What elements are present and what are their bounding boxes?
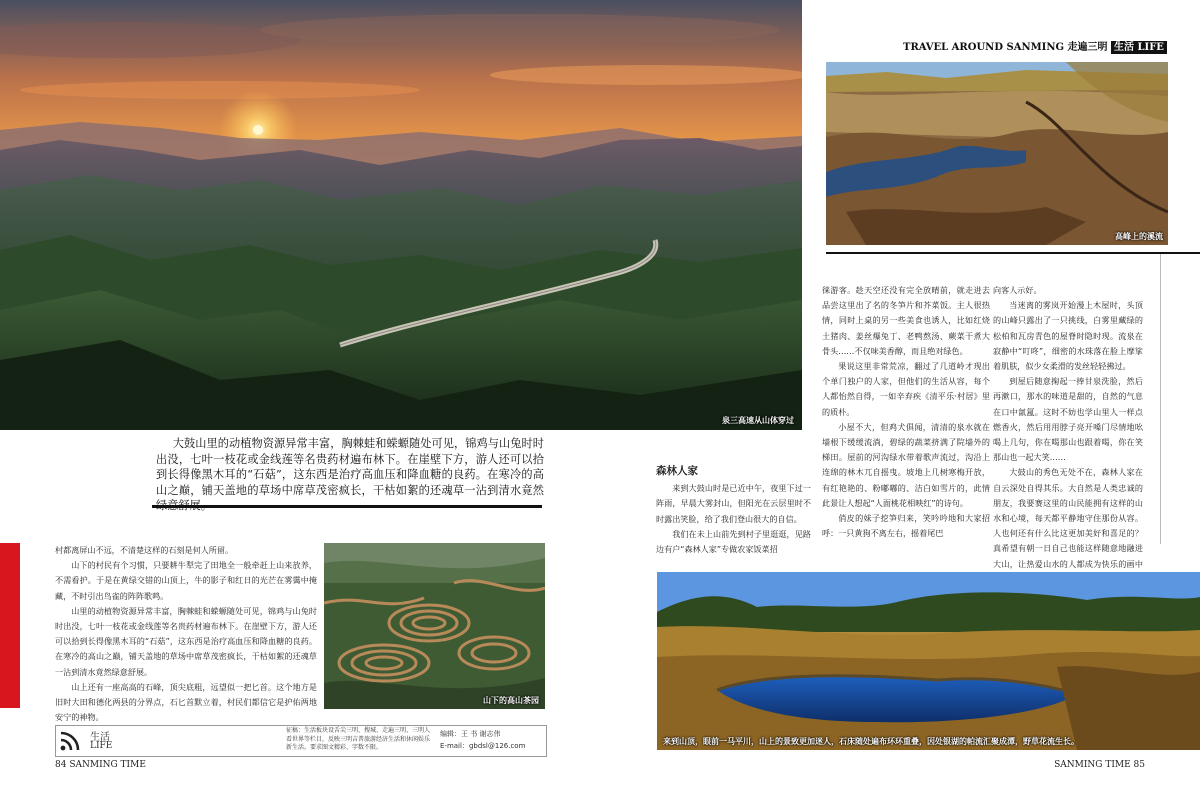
right-b-p1: 向客人示好。	[993, 285, 1042, 295]
running-header	[903, 38, 1167, 53]
left-body-p3: 山里的动植物资源异常丰富，胸棘蛙和蝾螈随处可见，锦鸡与山兔时时出没，七叶一枝花或金线莲等名贵药材遍布林下。在崖壁下方，游人还可以拾到长得像黑木耳的“石菇”，这东西是治疗高血压和降血糖的良药。在寒冷的高山之巅，铺天盖地的草场中席草茂密疯长，干枯如絮的还魂草一沾到清水竟然绿意舒展。	[55, 605, 317, 677]
editor-email[interactable]: E-mail：gbdsl@126.com	[440, 742, 526, 750]
lead-paragraph	[156, 436, 544, 514]
left-folio: 84 SANMING TIME	[55, 760, 146, 770]
section-label: 走遍三明	[1067, 42, 1108, 53]
stream-photo-caption: 高峰上的溪流	[1115, 232, 1163, 241]
editor-credit: 编辑：王 书 谢志伟	[440, 730, 501, 738]
right-body-column-a	[822, 283, 990, 541]
life-tag: 生活 LIFE	[1111, 41, 1167, 54]
footer-info-bar	[55, 725, 547, 757]
rss-icon	[60, 731, 80, 751]
red-edge-marker	[0, 543, 20, 708]
terrace-tea-photo	[324, 543, 545, 709]
lake-photo-caption: 来到山顶，眼前一马平川，山上的景致更加迷人，石床随处遍布环环重叠，因处银湖的帕流汇聚成潭，野草花流生长。	[663, 737, 1079, 746]
right-body-column-b	[993, 283, 1143, 587]
sunset-photo-caption: 泉三高速从山体穿过	[722, 416, 794, 425]
left-body-p1: 村都离屏山不远，不清楚这样的石刻是何人所留。	[55, 545, 234, 555]
stream-photo	[826, 62, 1168, 245]
left-body-p2: 山下的村民有个习惯，只要耕牛犁完了田地全一般牵赶上山来放养，不需看护。于是在黄绿交错的山顶上，牛的影子和红日的光芒在雾霭中掩藏，不时引出鸟雀的阵阵歌鸣。	[55, 560, 317, 601]
sunset-mountain-photo	[0, 0, 802, 430]
right-a-p3: 小屋不大，但鸡犬俱闻，清清的泉水就在墙根下缓缓流淌，碧绿的蔬菜挤满了院墙外的梯田。屋前的河沟绿水带着歌声流过，沟沿上连绵的林木兀自摇曳。坡地上几树寒梅开放，有红艳艳的、粉嘟嘟的、洁白如雪片的，此情此景让人想起“人面桃花相映红”的诗句。	[822, 421, 990, 508]
right-a-p2: 果说这里非常荒凉，翻过了几道岭才现出个单门独户的人家，但他们的生活从容，每个人都怡然自得，一如辛弃疾《清平乐·村居》里的质朴。	[822, 361, 990, 417]
right-b-p3: 到屋后随意掬起一捧甘泉洗脸，然后再漱口，那水的味道是甜的，自然的气息在口中氤氲。这时不妨也学山里人一样点燃香火，然后用用脖子亮开嗓门尽情地吆喝上几句，你在喝那山也跟着喝，你在笑那山也一起大笑……	[993, 376, 1143, 463]
right-top-rule	[826, 252, 1200, 254]
right-a-p1: 徕游客。趁天空还没有完全放晴前，就走进去品尝这里出了名的冬笋片和芥菜饭。主人很热情，同时上桌的另一些美食也诱人，比如红烧土猪肉、姜丝爆兔丁、老鸭熬汤、蕨菜干煮大骨头……不仅味美香醇，而且绝对绿色。	[822, 285, 990, 356]
terrace-photo-caption: 山下的高山茶园	[483, 696, 539, 705]
right-b-p2: 当迷离的雾岚开始漫上木屋时，头顶的山峰只露出了一只挑线，白雾里藏绿的松柏和瓦房青色的屋脊时隐时现。流泉在寂静中“叮咚”，细密的水珠落在脸上摩挲着肌肤，似少女柔滑的发丝轻轻拂过。	[993, 300, 1143, 372]
right-folio: SANMING TIME 85	[1054, 760, 1145, 770]
travel-label: TRAVEL AROUND SANMING	[903, 42, 1065, 53]
right-column-rule	[1160, 254, 1161, 544]
mountain-lake-photo	[657, 572, 1200, 750]
lead-rule	[152, 505, 542, 508]
left-body-p4: 山上还有一座高高的石峰，顶尖底粗，远望似一把匕首。这个地方是旧时大田和德化两县的分界点，石匕首默立着，村民们都信它是护佑两地安宁的神物。	[55, 681, 317, 723]
lead-text: 大鼓山里的动植物资源异常丰富，胸棘蛙和蝾螈随处可见，锦鸡与山兔时时出没，七叶一枝花或金线莲等名贵药材遍布林下。在崖壁下方，游人还可以拾到长得像黑木耳的“石菇”，这东西是治疗高血压和降血糖的良药。在寒冷的高山之巅，铺天盖地的草场中席草茂密疯长，干枯如絮的还魂草一沾到清水竟然	[156, 437, 544, 497]
middle-p1: 来到大鼓山时是已近中午，夜里下过一阵雨，早晨大雾封山，但阳光在云层里时不时露出笑脸，给了我们登山很大的自信。	[656, 483, 811, 524]
middle-p2: 我们在未上山前先到村子里逛逛，见路边有户“森林人家”专做农家饭菜招	[656, 528, 811, 555]
right-b-p4-text: 大鼓山的秀色无处不在，森林人家在自云深处自得其乐。大自然是人类忠诚的朋友，我要赛这里的山民能拥有这样的山水和心境，每天都平静地守住那份从容。人也何还有什么比这更加美好和喜足的？真希望有朝一日自己也能这样随意地融进大山，让热爱山水的人都成为快乐的画中	[993, 467, 1143, 569]
right-b-p4	[993, 465, 1143, 587]
middle-body-column	[656, 464, 811, 557]
left-body-column	[55, 543, 317, 725]
footer-tag-en: LIFE	[90, 741, 113, 751]
footer-tag-cn: 生活	[90, 732, 110, 743]
right-a-p4: 俏皮的妹子挖笋归来，笑吟吟地和大家招呼：一只黄狗不离左右，摇着尾巴	[822, 513, 990, 539]
section-heading-forest-family: 森林人家	[656, 465, 698, 477]
call-for-submissions: 征稿：生活板块设舌尖三明、搜城、走遍三明、三明人看世界等栏目，反映三明吉普旅游经济生活和休闲娱乐新生活。要求图文精彩、字数不限。	[286, 727, 431, 751]
